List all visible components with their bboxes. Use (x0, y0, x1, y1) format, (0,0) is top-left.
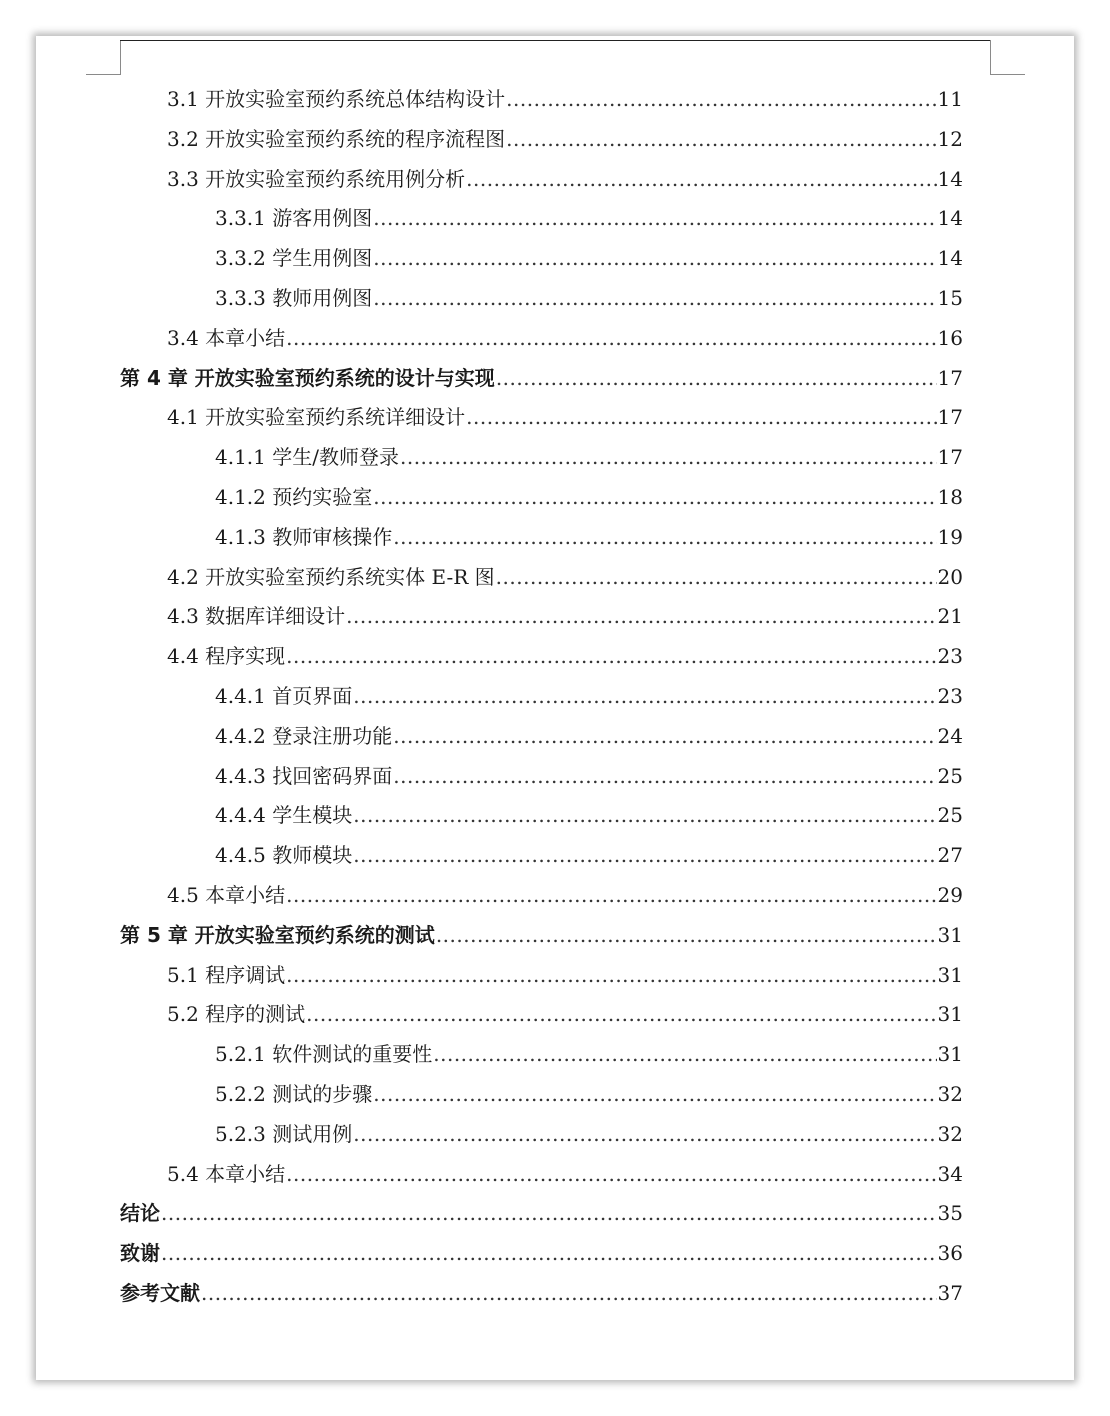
toc-entry-title: 3.1 开放实验室预约系统总体结构设计 (167, 87, 506, 111)
toc-page-number: 25 (937, 803, 963, 828)
toc-entry-title: 3.3.1 游客用例图 (215, 206, 373, 231)
toc-entry-title: 4.1.1 学生/教师登录 (215, 445, 399, 470)
toc-page-number: 19 (937, 524, 963, 549)
toc-entry[interactable] (120, 199, 963, 239)
toc-entry-title: 5.1 程序调试 (167, 962, 286, 987)
toc-entry[interactable] (120, 1274, 963, 1314)
toc-page-number: 36 (937, 1241, 963, 1266)
toc-dot-leader (161, 1194, 937, 1234)
toc-page-number: 15 (937, 285, 963, 310)
toc-entry[interactable] (120, 717, 963, 757)
toc-dot-leader (373, 279, 936, 319)
toc-entry-title: 第 5 章 开放实验室预约系统的测试 (120, 922, 435, 947)
toc-dot-leader (436, 916, 937, 956)
toc-dot-leader (353, 796, 936, 836)
toc-dot-leader (393, 757, 936, 797)
toc-entry-title: 4.4.3 找回密码界面 (215, 763, 393, 788)
toc-dot-leader (353, 677, 936, 717)
toc-page-number: 17 (937, 405, 963, 430)
toc-entry-title: 3.3.3 教师用例图 (215, 285, 373, 310)
toc-page-number: 20 (937, 564, 963, 589)
toc-dot-leader (306, 995, 936, 1035)
toc-dot-leader (286, 637, 936, 677)
toc-page-number: 21 (937, 604, 963, 629)
toc-page-number: 14 (937, 246, 963, 271)
toc-entry-title: 5.2.2 测试的步骤 (215, 1081, 373, 1106)
toc-entry-title: 5.2 程序的测试 (167, 1002, 306, 1027)
toc-entry[interactable] (120, 1115, 963, 1155)
toc-entry[interactable] (120, 1155, 963, 1195)
toc-entry[interactable] (120, 1035, 963, 1075)
toc-page-number: 11 (937, 87, 963, 111)
toc-page-number: 18 (937, 484, 963, 509)
toc-entry-title: 3.4 本章小结 (167, 325, 286, 350)
toc-entry-title: 致谢 (120, 1241, 160, 1266)
toc-entry-title: 参考文献 (120, 1280, 200, 1305)
toc-entry[interactable] (120, 80, 963, 120)
toc-entry[interactable] (120, 120, 963, 160)
toc-entry[interactable] (120, 359, 963, 399)
toc-dot-leader (161, 1234, 937, 1274)
toc-page-number: 17 (937, 445, 963, 470)
table-of-contents (120, 80, 963, 1314)
toc-page-number: 35 (937, 1201, 963, 1226)
toc-page-number: 29 (937, 882, 963, 907)
toc-dot-leader (286, 876, 936, 916)
toc-page-number: 24 (937, 723, 963, 748)
toc-entry[interactable] (120, 558, 963, 598)
toc-page-number: 32 (937, 1121, 963, 1146)
margin-corner-mark-right (990, 40, 1025, 75)
toc-entry-title: 4.5 本章小结 (167, 882, 286, 907)
toc-dot-leader (496, 558, 937, 598)
toc-dot-leader (373, 478, 936, 518)
toc-entry-title: 3.2 开放实验室预约系统的程序流程图 (167, 126, 506, 151)
toc-entry-title: 结论 (120, 1201, 160, 1226)
toc-page-number: 25 (937, 763, 963, 788)
toc-entry[interactable] (120, 478, 963, 518)
toc-dot-leader (506, 80, 936, 120)
toc-entry-title: 4.4.5 教师模块 (215, 843, 353, 868)
toc-dot-leader (496, 359, 937, 399)
toc-dot-leader (373, 1075, 936, 1115)
toc-entry-title: 3.3.2 学生用例图 (215, 246, 373, 271)
toc-page-number: 14 (937, 206, 963, 231)
toc-page-number: 12 (937, 126, 963, 151)
toc-entry-title: 5.2.3 测试用例 (215, 1121, 353, 1146)
toc-entry[interactable] (120, 239, 963, 279)
toc-dot-leader (201, 1274, 937, 1314)
toc-entry[interactable] (120, 796, 963, 836)
toc-dot-leader (433, 1035, 936, 1075)
toc-page-number: 32 (937, 1081, 963, 1106)
margin-corner-mark-left (86, 40, 121, 75)
toc-entry[interactable] (120, 398, 963, 438)
toc-dot-leader (346, 597, 936, 637)
top-border-line (120, 40, 990, 41)
toc-entry[interactable] (120, 637, 963, 677)
toc-entry[interactable] (120, 319, 963, 359)
toc-entry[interactable] (120, 1075, 963, 1115)
toc-page-number: 37 (937, 1280, 963, 1305)
toc-entry[interactable] (120, 279, 963, 319)
toc-entry[interactable] (120, 916, 963, 956)
toc-entry-title: 4.4.2 登录注册功能 (215, 723, 393, 748)
toc-dot-leader (286, 956, 936, 996)
toc-dot-leader (393, 717, 936, 757)
toc-page-number: 27 (937, 843, 963, 868)
toc-dot-leader (286, 319, 936, 359)
toc-entry[interactable] (120, 1194, 963, 1234)
toc-page-number: 31 (937, 922, 963, 947)
toc-entry-title: 4.1.2 预约实验室 (215, 484, 373, 509)
toc-page-number: 34 (937, 1161, 963, 1186)
toc-dot-leader (466, 160, 936, 200)
toc-page-number: 14 (937, 166, 963, 191)
toc-entry-title: 4.4 程序实现 (167, 644, 286, 669)
toc-entry-title: 4.1 开放实验室预约系统详细设计 (167, 405, 466, 430)
toc-entry-title: 3.3 开放实验室预约系统用例分析 (167, 166, 466, 191)
toc-entry-title: 4.2 开放实验室预约系统实体 E-R 图 (167, 564, 495, 589)
toc-entry-title: 4.4.1 首页界面 (215, 683, 353, 708)
toc-page-number: 23 (937, 683, 963, 708)
toc-entry[interactable] (120, 518, 963, 558)
toc-page-number: 16 (937, 325, 963, 350)
toc-entry-title: 4.4.4 学生模块 (215, 803, 353, 828)
toc-dot-leader (506, 120, 936, 160)
toc-entry[interactable] (120, 438, 963, 478)
toc-dot-leader (353, 836, 936, 876)
toc-entry[interactable] (120, 876, 963, 916)
toc-entry-title: 4.3 数据库详细设计 (167, 604, 346, 629)
toc-page-number: 23 (937, 644, 963, 669)
toc-entry-title: 第 4 章 开放实验室预约系统的设计与实现 (120, 365, 495, 390)
toc-page-number: 31 (937, 1042, 963, 1067)
toc-entry-title: 5.4 本章小结 (167, 1161, 286, 1186)
toc-entry[interactable] (120, 1234, 963, 1274)
toc-page-number: 31 (937, 1002, 963, 1027)
toc-dot-leader (466, 398, 936, 438)
toc-entry[interactable] (120, 597, 963, 637)
toc-dot-leader (373, 239, 936, 279)
document-page (36, 36, 1074, 1380)
toc-entry-title: 4.1.3 教师审核操作 (215, 524, 393, 549)
toc-entry[interactable] (120, 956, 963, 996)
toc-page-number: 31 (937, 962, 963, 987)
toc-entry[interactable] (120, 757, 963, 797)
toc-dot-leader (393, 518, 936, 558)
toc-entry[interactable] (120, 160, 963, 200)
toc-entry[interactable] (120, 677, 963, 717)
toc-entry[interactable] (120, 995, 963, 1035)
toc-dot-leader (400, 438, 937, 478)
toc-dot-leader (286, 1155, 936, 1195)
toc-entry-title: 5.2.1 软件测试的重要性 (215, 1042, 433, 1067)
toc-page-number: 17 (937, 365, 963, 390)
toc-dot-leader (353, 1115, 936, 1155)
toc-dot-leader (373, 199, 936, 239)
toc-entry[interactable] (120, 836, 963, 876)
